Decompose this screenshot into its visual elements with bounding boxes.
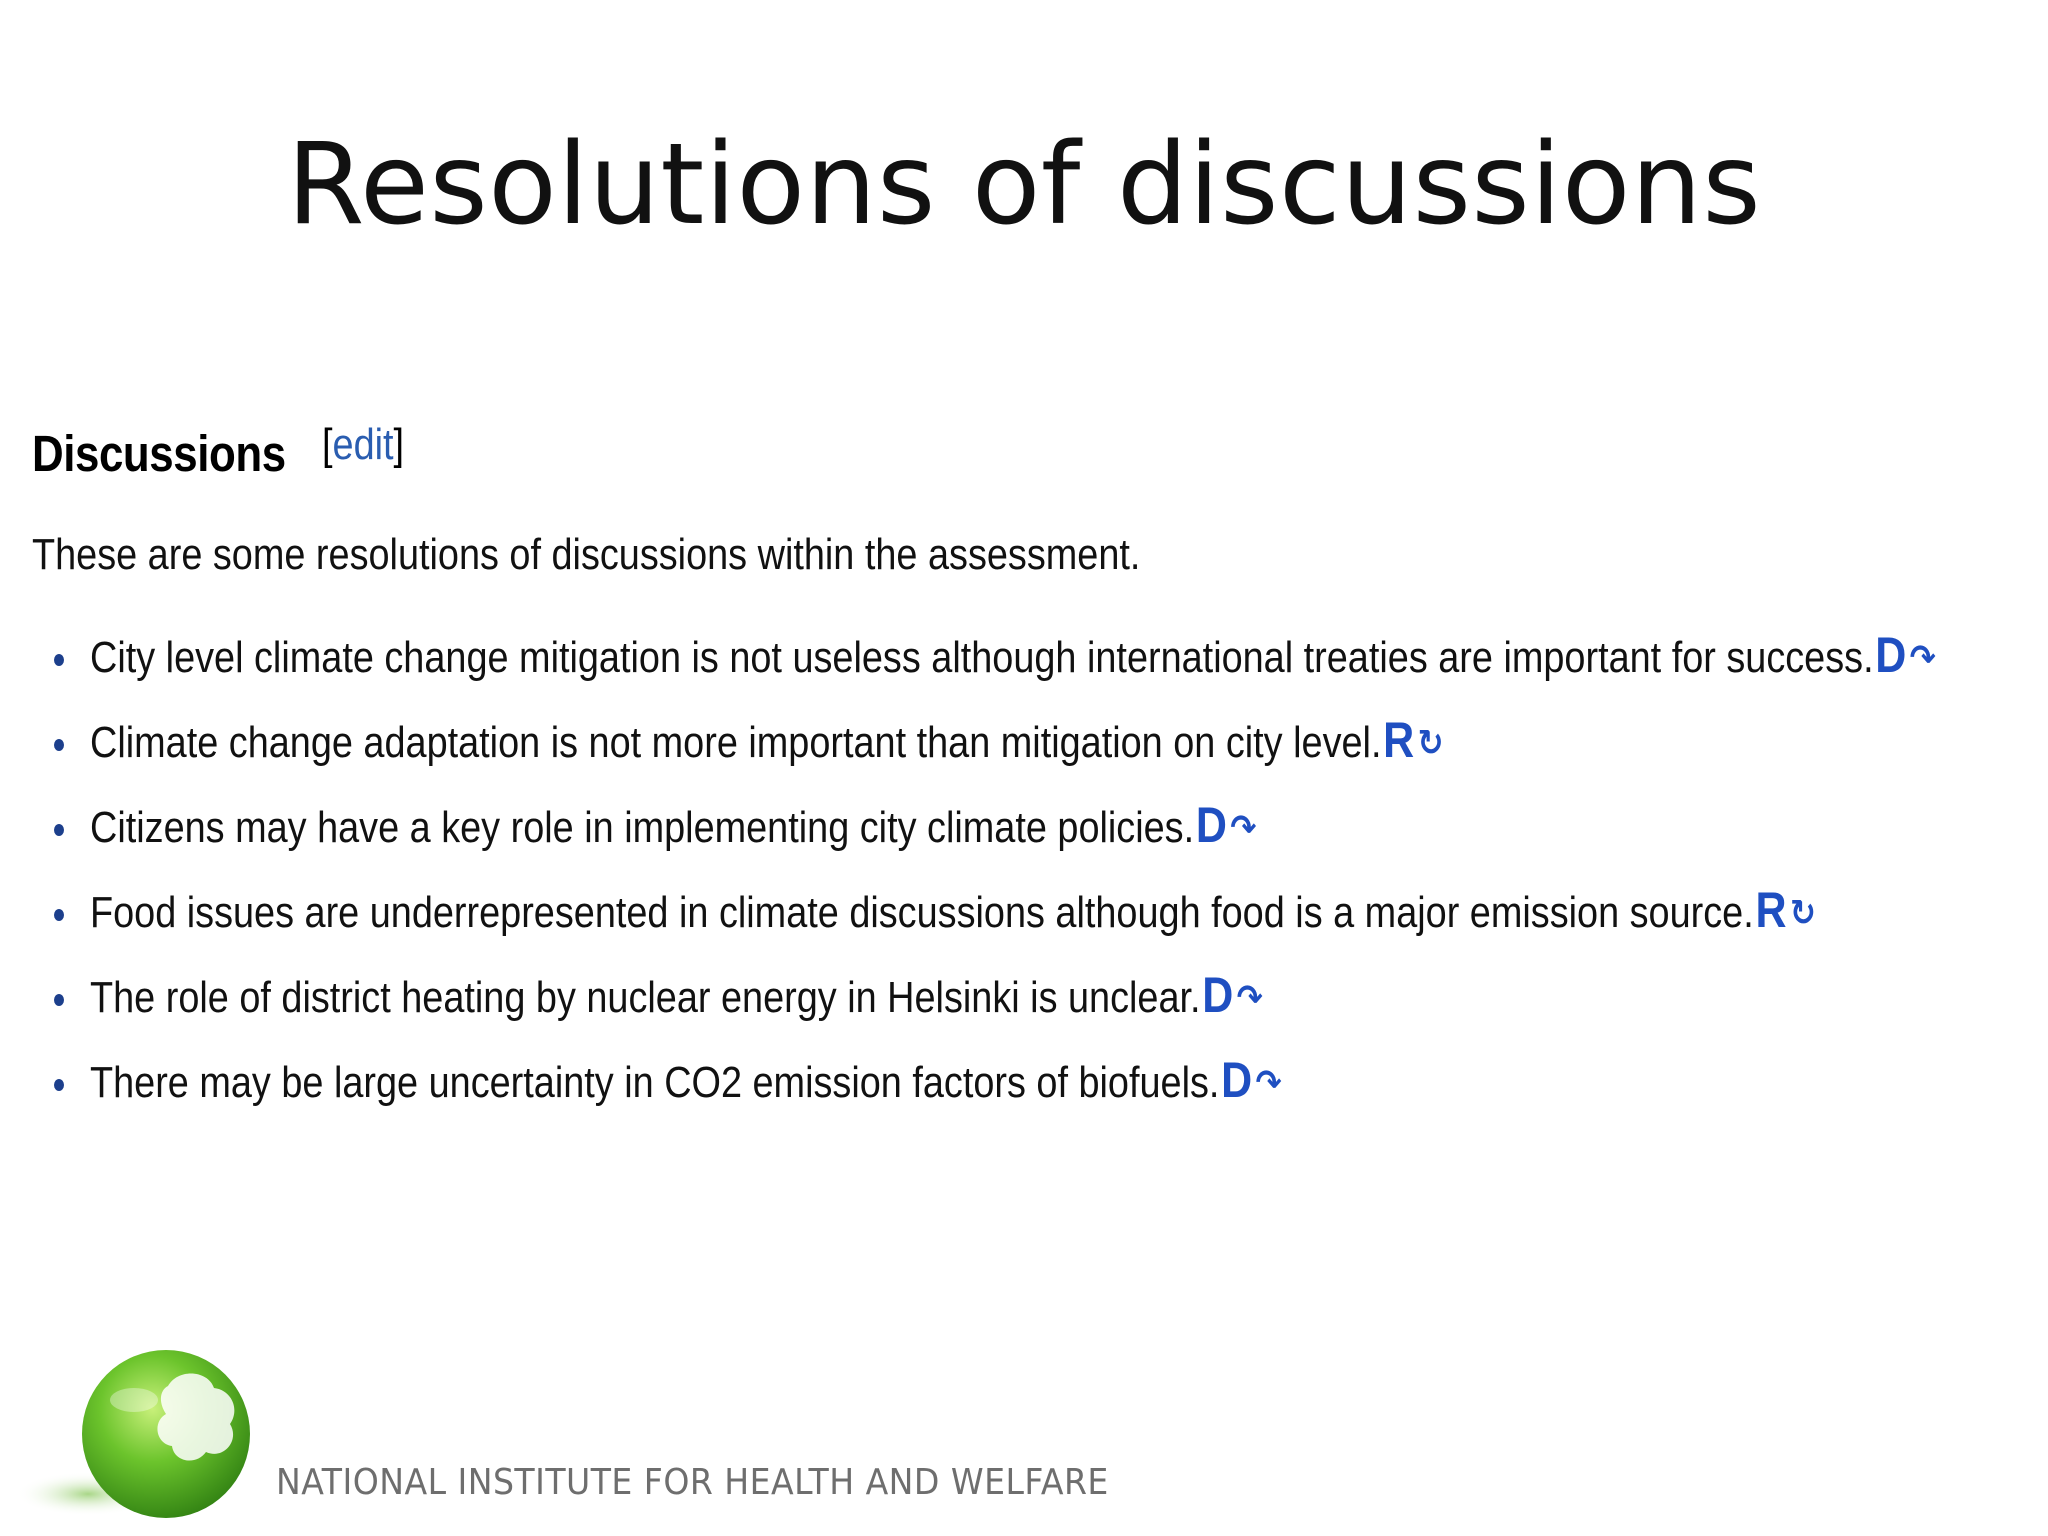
list-item-body (90, 881, 1816, 939)
list-item-text: City level climate change mitigation is not useless although international treaties are important for success. (90, 633, 1874, 682)
circular-arrow-icon[interactable]: ↻ (1417, 723, 1444, 764)
list-item-text: Citizens may have a key role in implementing city climate policies. (90, 803, 1195, 852)
wiki-screenshot (30, 410, 1960, 1170)
discussion-defense-icon[interactable]: D (1195, 797, 1227, 853)
curved-arrow-icon[interactable]: ↷ (1230, 808, 1257, 849)
list-item-text: The role of district heating by nuclear energy in Helsinki is unclear. (90, 973, 1201, 1022)
green-sphere-logo-icon (18, 1348, 258, 1528)
list-item-body (90, 711, 1444, 769)
edit-bracket-close: ] (393, 420, 405, 469)
circular-arrow-icon[interactable]: ↻ (1789, 893, 1816, 934)
discussion-defense-icon[interactable]: D (1202, 967, 1234, 1023)
list-item-text: There may be large uncertainty in CO2 emission factors of biofuels. (90, 1058, 1220, 1107)
curved-arrow-icon[interactable]: ↷ (1255, 1063, 1282, 1104)
edit-link-group (322, 420, 404, 470)
intro-text: These are some resolutions of discussions within the assessment. (32, 530, 1141, 579)
discussion-defense-icon[interactable]: D (1875, 627, 1907, 683)
discussion-defense-icon[interactable]: D (1221, 1052, 1253, 1108)
bullet-icon (54, 1079, 64, 1091)
list-item-body (90, 626, 1936, 684)
edit-link[interactable]: edit (332, 420, 394, 469)
discussion-refutation-icon[interactable]: R (1383, 712, 1415, 768)
list-item-body (90, 796, 1256, 854)
section-heading: Discussions (32, 425, 286, 482)
list-item-text: Climate change adaptation is not more important than mitigation on city level. (90, 718, 1382, 767)
section-heading-row (32, 424, 327, 483)
bullet-icon (54, 909, 64, 921)
bullet-icon (54, 739, 64, 751)
bullet-icon (54, 824, 64, 836)
list-item-text: Food issues are underrepresented in climate discussions although food is a major emission source. (90, 888, 1754, 937)
curved-arrow-icon[interactable]: ↷ (1236, 978, 1263, 1019)
bullet-icon (54, 654, 64, 666)
slide-title: Resolutions of discussions (286, 120, 1762, 250)
bullet-icon (54, 994, 64, 1006)
edit-bracket-open: [ (322, 420, 333, 469)
curved-arrow-icon[interactable]: ↷ (1909, 638, 1936, 679)
organization-name: NATIONAL INSTITUTE FOR HEALTH AND WELFARE (276, 1462, 1109, 1503)
list-item-body (90, 966, 1263, 1024)
discussion-refutation-icon[interactable]: R (1755, 882, 1787, 938)
list-item-body (90, 1051, 1282, 1109)
